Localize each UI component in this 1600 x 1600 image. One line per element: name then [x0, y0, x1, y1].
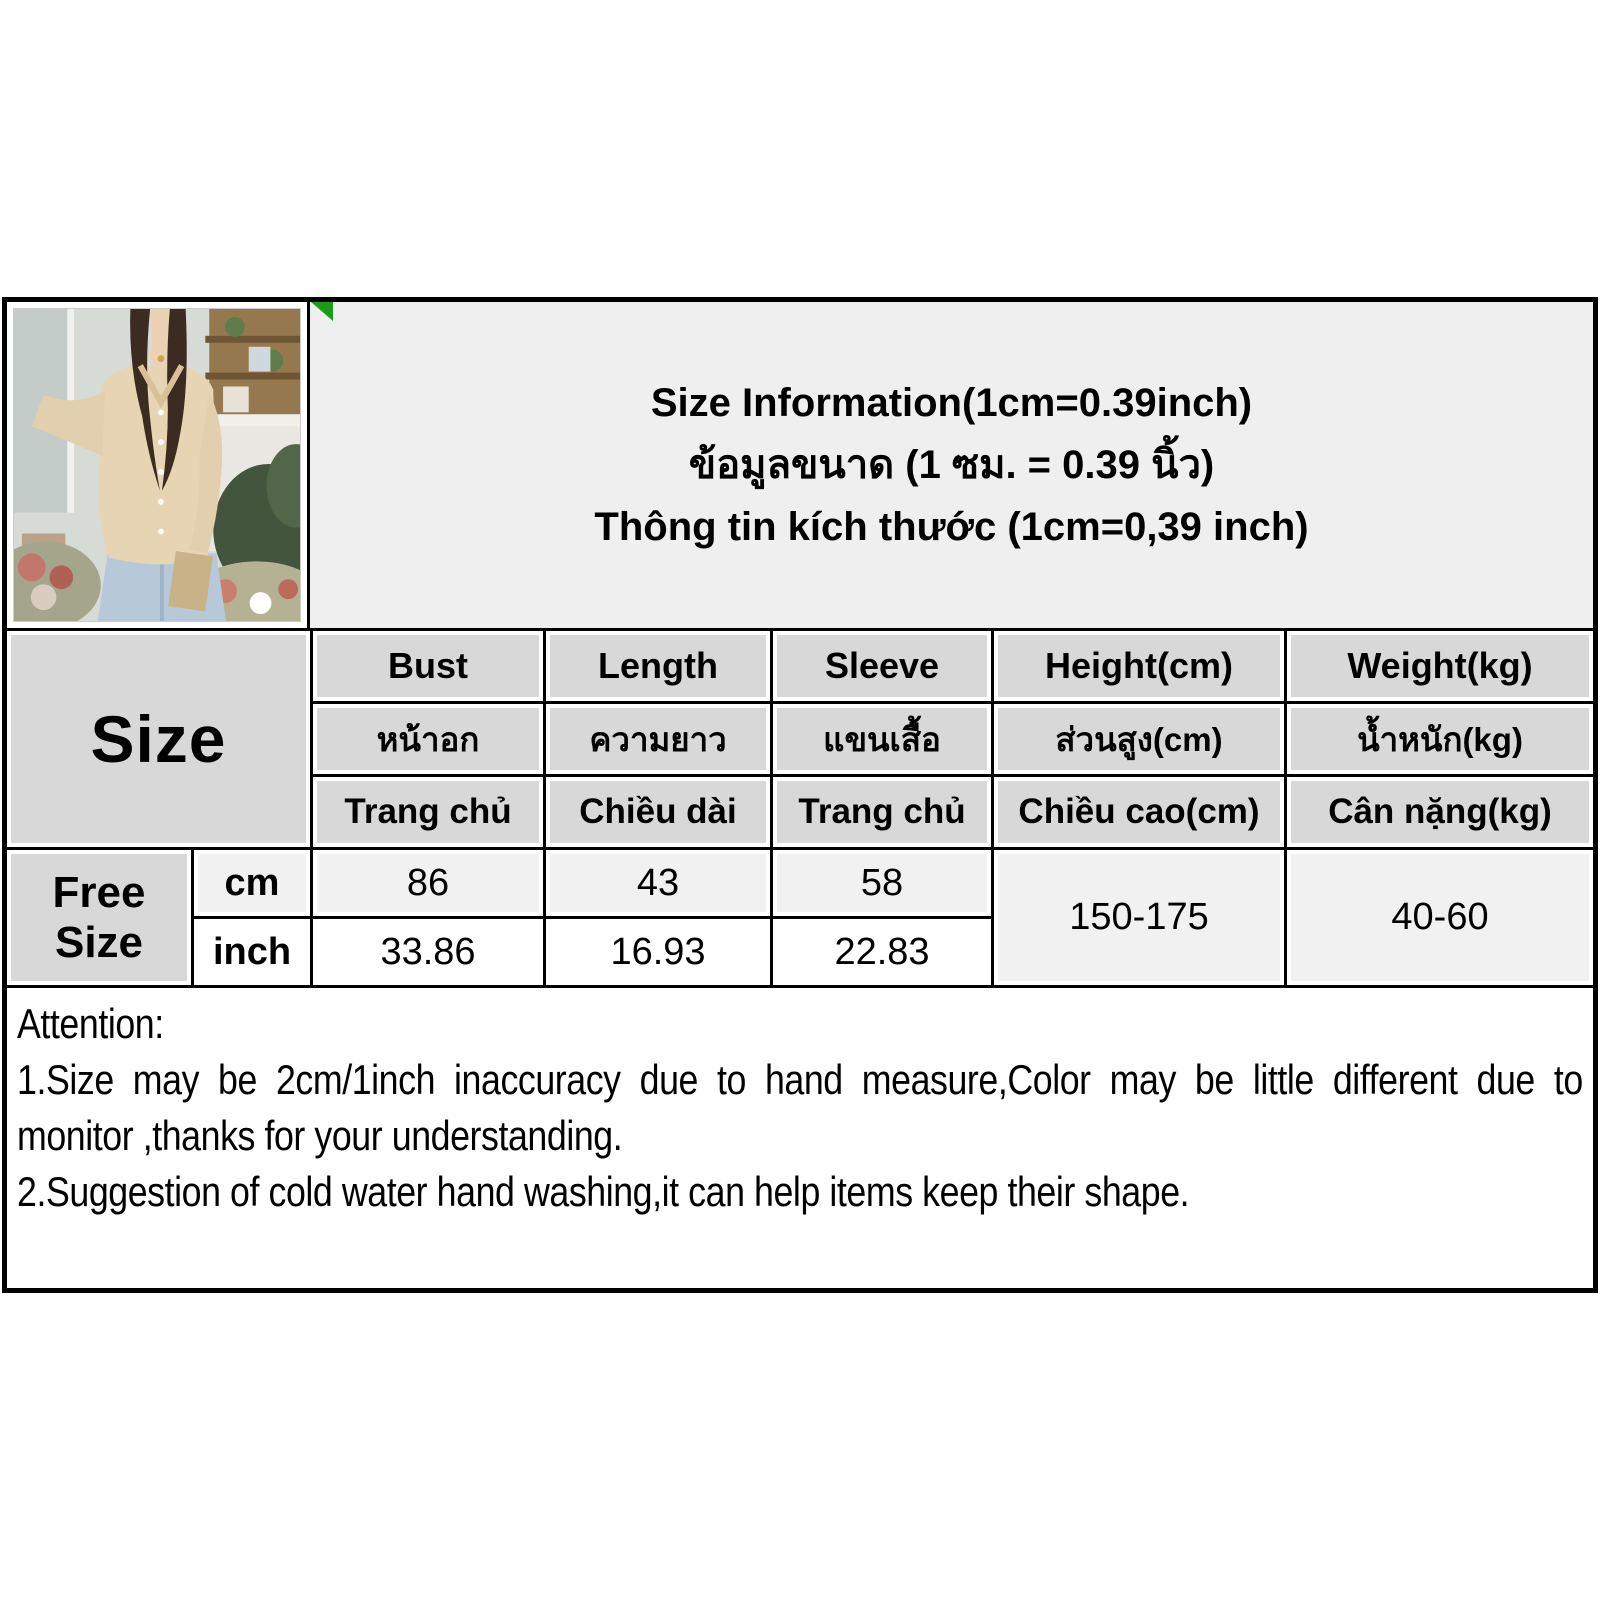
value-bust-inch: 33.86	[313, 919, 543, 985]
value-weight-range: 40-60	[1287, 850, 1593, 985]
size-table	[7, 631, 1593, 985]
attention-heading: Attention:	[17, 1000, 164, 1047]
value-height-range: 150-175	[994, 850, 1284, 985]
header-weight-vi: Cân nặng(kg)	[1287, 777, 1593, 847]
title-vietnamese: Thông tin kích thước (1cm=0,39 inch)	[594, 505, 1309, 549]
header-length-th: ความยาว	[546, 704, 770, 774]
product-photo-illustration	[14, 309, 300, 621]
row-label-free-size: Free Size	[7, 850, 191, 985]
attention-note2: 2.Suggestion of cold water hand washing,it can help items keep their shape.	[17, 1168, 1190, 1215]
value-sleeve-cm: 58	[773, 850, 991, 916]
product-photo-cell	[7, 302, 310, 628]
unit-label-inch: inch	[194, 919, 310, 985]
value-length-cm: 43	[546, 850, 770, 916]
attention-note1-line2: monitor ,thanks for your understanding.	[17, 1112, 623, 1159]
green-corner-marker-icon	[311, 302, 333, 321]
product-photo	[13, 308, 301, 622]
size-chart-sheet	[2, 297, 1598, 1293]
header-length-vi: Chiều dài	[546, 777, 770, 847]
value-bust-cm: 86	[313, 850, 543, 916]
title-banner	[310, 302, 1593, 628]
value-sleeve-inch: 22.83	[773, 919, 991, 985]
header-bust-vi: Trang chủ	[313, 777, 543, 847]
title-thai: ข้อมูลขนาด (1 ซม. = 0.39 นิ้ว)	[688, 443, 1215, 487]
header-weight-th: น้ำหนัก(kg)	[1287, 704, 1593, 774]
header-sleeve-vi: Trang chủ	[773, 777, 991, 847]
header-bust-en: Bust	[313, 631, 543, 701]
header-length-en: Length	[546, 631, 770, 701]
top-section	[7, 302, 1593, 631]
header-height-th: ส่วนสูง(cm)	[994, 704, 1284, 774]
header-sleeve-th: แขนเสื้อ	[773, 704, 991, 774]
header-weight-en: Weight(kg)	[1287, 631, 1593, 701]
header-bust-th: หน้าอก	[313, 704, 543, 774]
table-corner-size: Size	[7, 631, 310, 847]
value-length-inch: 16.93	[546, 919, 770, 985]
attention-note1-line1: 1.Size may be 2cm/1inch inaccuracy due to hand measure,Color may be little different due to	[17, 1056, 1583, 1103]
header-height-vi: Chiều cao(cm)	[994, 777, 1284, 847]
title-english: Size Information(1cm=0.39inch)	[650, 381, 1253, 425]
header-height-en: Height(cm)	[994, 631, 1284, 701]
attention-notes	[7, 985, 1593, 1288]
unit-label-cm: cm	[194, 850, 310, 916]
header-sleeve-en: Sleeve	[773, 631, 991, 701]
